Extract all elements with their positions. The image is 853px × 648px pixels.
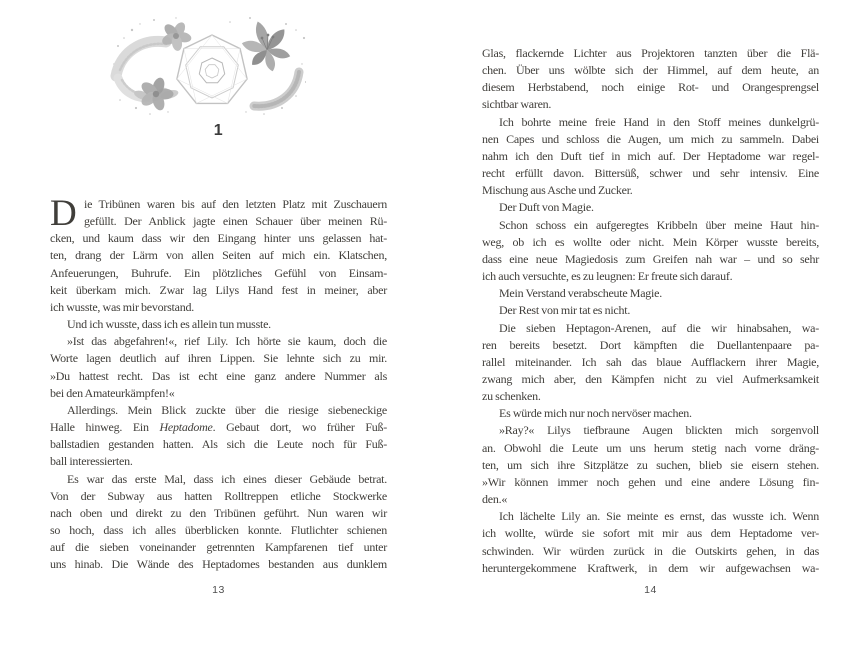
text-line: Worte lagen deutlich auf ihren Lippen. Sie lehnte sich zu mir. bbox=[50, 351, 387, 366]
text-line: nahm ich den Duft tief in mich auf. Der Heptadome war regel- bbox=[482, 148, 819, 163]
paragraph bbox=[482, 508, 819, 577]
text-line: Allerdings. Mein Blick zuckte über die riesige siebeneckige bbox=[67, 402, 387, 417]
text-line: Glas, flackernde Lichter aus Projektoren tanzten über die Flä- bbox=[482, 46, 819, 60]
heptagon-icon bbox=[177, 35, 247, 103]
text-line: ich wusste, was mir bevorstand. bbox=[50, 299, 194, 314]
paragraph bbox=[50, 193, 387, 316]
text-line: Anfeuerungen, Buhrufe. Ein plötzliches Gefühl von Einsam- bbox=[50, 265, 387, 280]
chapter-ornament-illustration bbox=[110, 12, 306, 120]
right-page bbox=[482, 0, 819, 648]
text-line: »Du hattest recht. Das ist echt eine ganz andere Nummer als bbox=[50, 368, 387, 383]
paragraph bbox=[482, 199, 819, 216]
text-line: ich auch versuchte, es zu leugnen: Er freute sich darauf. bbox=[482, 269, 733, 284]
text-line: den.« bbox=[482, 492, 508, 507]
lily-icon bbox=[241, 20, 292, 73]
text-line: recht erfüllt davon. Bittersüß, schwer und sehr intensiv. Eine bbox=[482, 166, 819, 181]
text-line: Der Rest von mir tat es nicht. bbox=[499, 303, 631, 318]
text-line: ren bereits besetzt. Dort kämpften die Duellantenpaare pa- bbox=[482, 337, 819, 352]
text-line: Halle hinweg. Ein Heptadome. Gebaut dort, wo früher Fuß- bbox=[50, 420, 387, 435]
text-line: chen. Über uns wölbte sich der Himmel, auf dem heute, an bbox=[482, 63, 819, 78]
scaled-tail-icon bbox=[254, 72, 299, 106]
text-line: sichtbar waren. bbox=[482, 97, 552, 112]
right-page-text bbox=[482, 45, 819, 577]
text-line: zwang mich aber, den Kämpfen nicht zu viel Aufmerksamkeit bbox=[482, 371, 819, 386]
paragraph bbox=[482, 320, 819, 406]
text-line: Es würde mich nur noch nervöser machen. bbox=[499, 406, 692, 421]
text-line: weg, ob ich es wollte oder nicht. Mein Körper wusste bereits, bbox=[482, 234, 819, 249]
paragraph bbox=[50, 471, 387, 574]
text-line: ich wollte, würde sie sofort mit mir aus dem Heptadome ver- bbox=[482, 526, 819, 541]
text-line: rallel miteinander. Ich sah das blaue Aufflackern ihrer Magie, bbox=[482, 354, 819, 369]
left-page-text bbox=[50, 193, 387, 573]
text-line: Der Duft von Magie. bbox=[499, 200, 594, 215]
paragraph bbox=[50, 402, 387, 471]
text-line: ie Tribünen waren bis auf den letzten Platz mit Zuschauern bbox=[84, 197, 387, 211]
text-line: Ich bohrte meine freie Hand in den Stoff meines dunkelgrü- bbox=[499, 114, 819, 129]
paragraph bbox=[50, 316, 387, 333]
paragraph bbox=[482, 285, 819, 302]
drop-cap: D bbox=[50, 193, 77, 234]
text-line: gefüllt. Der Anblick jagte einen Schauer über meinen Rü- bbox=[84, 214, 387, 229]
text-line: »Ray?« Lilys tiefbraune Augen blickten mich sorgenvoll bbox=[499, 423, 819, 438]
paragraph bbox=[482, 45, 819, 114]
text-line: auf die sieben voneinander getrennten Kampfarenen tief unter bbox=[50, 540, 387, 555]
text-line: schwinden. Wir würden zurück in die Outskirts gehen, in das bbox=[482, 543, 819, 558]
text-line: Von der Subway aus hatten Rolltreppen etliche Stockwerke bbox=[50, 488, 387, 503]
text-line: »Ist das abgefahren!«, rief Lily. Ich hörte sie kaum, doch die bbox=[67, 334, 387, 349]
right-page-number: 14 bbox=[644, 584, 657, 596]
text-line: nach oben und direkt zu den Tribünen geführt. Nun waren wir bbox=[50, 505, 387, 520]
text-line: Es war das erste Mal, dass ich eines dieser Gebäude betrat. bbox=[67, 471, 387, 486]
text-line: ballstadien gestanden hatten. Als sich die Leute noch für Fuß- bbox=[50, 437, 387, 452]
text-line: »Wir können immer noch gehen und eine andere Lösung fin- bbox=[482, 474, 819, 489]
text-line: keit überkam mich. Zwar lag Lilys Hand fest in meiner, aber bbox=[50, 282, 387, 297]
text-line: diesem Herbstabend, noch einige Rot- und Orangesprengsel bbox=[482, 80, 819, 95]
chapter-number: 1 bbox=[213, 122, 224, 139]
left-page-number: 13 bbox=[212, 584, 225, 596]
text-line: bei den Amateurkämpfen!« bbox=[50, 385, 175, 400]
text-line: Schon schoss ein aufgeregtes Kribbeln über meine Haut hin- bbox=[499, 217, 819, 232]
text-line: Mischung aus Asche und Zucker. bbox=[482, 183, 633, 198]
text-line: cken, und kaum dass wir den Eingang hinter uns gelassen hat- bbox=[50, 231, 387, 246]
text-line: Mein Verstand verabscheute Magie. bbox=[499, 286, 662, 301]
text-line: heruntergekommene Kraftwerk, in dem wir aufgewachsen wa- bbox=[482, 560, 819, 575]
text-line: ten, um sich ihre Sitzplätze zu suchen, blieb sie eisern stehen. bbox=[482, 457, 819, 472]
text-line: an. Obwohl die Leute um uns herum stetig nach vorne dräng- bbox=[482, 440, 819, 455]
paragraph bbox=[482, 114, 819, 200]
peony-bottom-icon bbox=[133, 76, 179, 112]
text-line: ten, drang der Lärm von allen Seiten auf mich ein. Klatschen, bbox=[50, 248, 387, 263]
chapter-ornament bbox=[110, 12, 306, 120]
paragraph bbox=[50, 333, 387, 402]
text-line: ball interessierten. bbox=[50, 454, 133, 469]
paragraph bbox=[482, 405, 819, 422]
text-line: dass eine neue Magiedosis zum Greifen nah war – und so sehr bbox=[482, 251, 819, 266]
text-line: uns hinab. Die Wände des Heptadomes bestanden aus dunklem bbox=[50, 557, 387, 572]
text-line: Ich lächelte Lily an. Sie meinte es ernst, das wusste ich. Wenn bbox=[499, 509, 819, 524]
paragraph bbox=[482, 217, 819, 286]
text-line: zu schenken. bbox=[482, 389, 541, 404]
paragraph bbox=[482, 302, 819, 319]
text-line: Die sieben Heptagon-Arenen, auf die wir hinabsahen, wa- bbox=[499, 320, 819, 335]
left-page bbox=[50, 0, 387, 648]
text-line: nen Capes und schloss die Augen, um mich zu sammeln. Dabei bbox=[482, 131, 819, 146]
paragraph bbox=[482, 422, 819, 508]
text-line: so hoch, dass ich alles überblicken konnte. Flutlichter schienen bbox=[50, 522, 387, 537]
text-line: Und ich wusste, dass ich es allein tun musste. bbox=[67, 317, 271, 332]
